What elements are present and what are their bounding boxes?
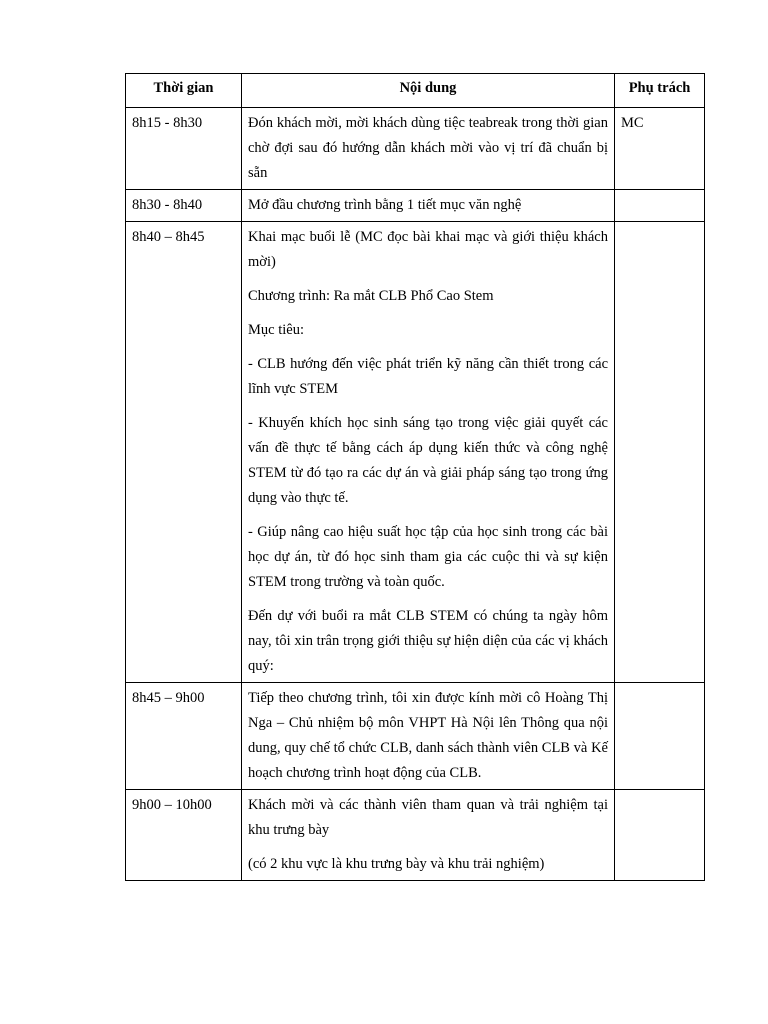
time-cell: 8h45 – 9h00	[126, 683, 242, 790]
time-cell: 8h15 - 8h30	[126, 108, 242, 190]
content-cell	[242, 222, 615, 683]
table-row	[126, 222, 705, 683]
header-content: Nội dung	[242, 74, 615, 108]
content-paragraph: Mục tiêu:	[248, 322, 304, 338]
header-time: Thời gian	[126, 74, 242, 108]
content-paragraph: - CLB hướng đến việc phát triển kỹ năng cần thiết trong các lĩnh vực STEM	[248, 356, 608, 397]
time-cell: 8h30 - 8h40	[126, 190, 242, 222]
content-paragraph: Khách mời và các thành viên tham quan và trải nghiệm tại khu trưng bày	[248, 797, 608, 838]
table-row	[126, 108, 705, 190]
content-cell	[242, 683, 615, 790]
content-cell	[242, 190, 615, 222]
content-paragraph: - Khuyến khích học sinh sáng tạo trong việc giải quyết các vấn đề thực tế bằng cách áp dụng kiến thức và công nghệ STEM từ đó tạo ra các dự án và giải pháp sáng tạo trong ứng dụng vào thực tế.	[248, 415, 608, 506]
content-paragraph: Khai mạc buổi lễ (MC đọc bài khai mạc và giới thiệu khách mời)	[248, 229, 608, 270]
table-row	[126, 683, 705, 790]
content-paragraph: Đón khách mời, mời khách dùng tiệc teabreak trong thời gian chờ đợi sau đó hướng dẫn khách mời vào vị trí đã chuẩn bị sẵn	[248, 115, 608, 181]
content-paragraph: Chương trình: Ra mắt CLB Phổ Cao Stem	[248, 288, 494, 304]
content-cell	[242, 108, 615, 190]
owner-cell	[615, 683, 705, 790]
table-row	[126, 190, 705, 222]
content-paragraph: Đến dự với buổi ra mắt CLB STEM có chúng ta ngày hôm nay, tôi xin trân trọng giới thiệu sự hiện diện của các vị khách quý:	[248, 608, 608, 674]
content-paragraph: (có 2 khu vực là khu trưng bày và khu trải nghiệm)	[248, 856, 545, 872]
owner-cell	[615, 222, 705, 683]
content-paragraph: Tiếp theo chương trình, tôi xin được kính mời cô Hoàng Thị Nga – Chủ nhiệm bộ môn VHPT Hà Nội lên Thông qua nội dung, quy chế tổ chức CLB, danh sách thành viên CLB và Kế hoạch chương trình hoạt động của CLB.	[248, 690, 608, 781]
content-paragraph: - Giúp nâng cao hiệu suất học tập của học sinh trong các bài học dự án, từ đó học sinh tham gia các cuộc thi và sự kiện STEM trong trường và toàn quốc.	[248, 524, 608, 590]
owner-cell: MC	[615, 108, 705, 190]
content-paragraph: Mở đầu chương trình bằng 1 tiết mục văn nghệ	[248, 197, 522, 213]
time-cell: 9h00 – 10h00	[126, 790, 242, 881]
schedule-table	[125, 73, 705, 881]
content-cell	[242, 790, 615, 881]
header-owner: Phụ trách	[615, 74, 705, 108]
owner-cell	[615, 790, 705, 881]
schedule-body	[126, 108, 705, 881]
table-row	[126, 790, 705, 881]
owner-cell	[615, 190, 705, 222]
table-header-row	[126, 74, 705, 108]
time-cell: 8h40 – 8h45	[126, 222, 242, 683]
